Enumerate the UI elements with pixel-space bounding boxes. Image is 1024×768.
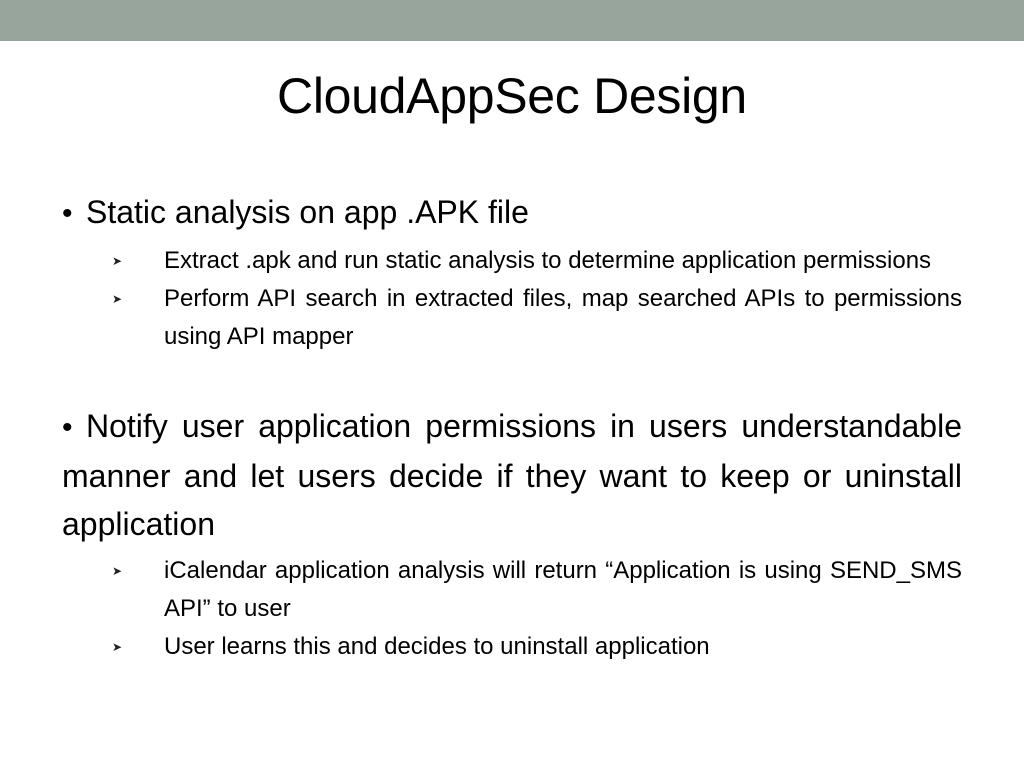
bullet-static-analysis bbox=[62, 188, 962, 238]
arrow-bullet-icon: ➤ bbox=[112, 564, 123, 578]
bullet-dot-icon: • bbox=[62, 197, 73, 230]
bullet-text: Notify user application permissions in users understandable manner and let users decide if they want to keep or uninstall application bbox=[62, 408, 962, 542]
top-accent-band bbox=[0, 0, 1024, 41]
sub-bullet-extract bbox=[62, 242, 962, 280]
sub-bullet-text: iCalendar application analysis will return “Application is using SEND_SMS API” to user bbox=[164, 557, 962, 622]
spacer bbox=[62, 356, 962, 402]
bullet-text: Static analysis on app .APK file bbox=[86, 194, 529, 230]
sub-bullet-icalendar bbox=[62, 552, 962, 628]
arrow-bullet-icon: ➤ bbox=[112, 254, 123, 268]
sub-bullet-user-learns bbox=[62, 628, 962, 666]
slide-content bbox=[62, 188, 962, 666]
bullet-notify-user bbox=[62, 402, 962, 548]
sub-bullet-text: User learns this and decides to uninstall application bbox=[164, 633, 710, 660]
sub-list-static-analysis bbox=[62, 242, 962, 356]
bullet-dot-icon: • bbox=[62, 411, 73, 444]
sub-bullet-api-search bbox=[62, 280, 962, 356]
sub-bullet-text: Perform API search in extracted files, map searched APIs to permissions using API mapper bbox=[164, 285, 962, 350]
slide-title: CloudAppSec Design bbox=[277, 68, 747, 124]
sub-list-notify-user bbox=[62, 552, 962, 666]
arrow-bullet-icon: ➤ bbox=[112, 640, 123, 654]
arrow-bullet-icon: ➤ bbox=[112, 292, 123, 306]
sub-bullet-text: Extract .apk and run static analysis to determine application permissions bbox=[164, 247, 932, 274]
